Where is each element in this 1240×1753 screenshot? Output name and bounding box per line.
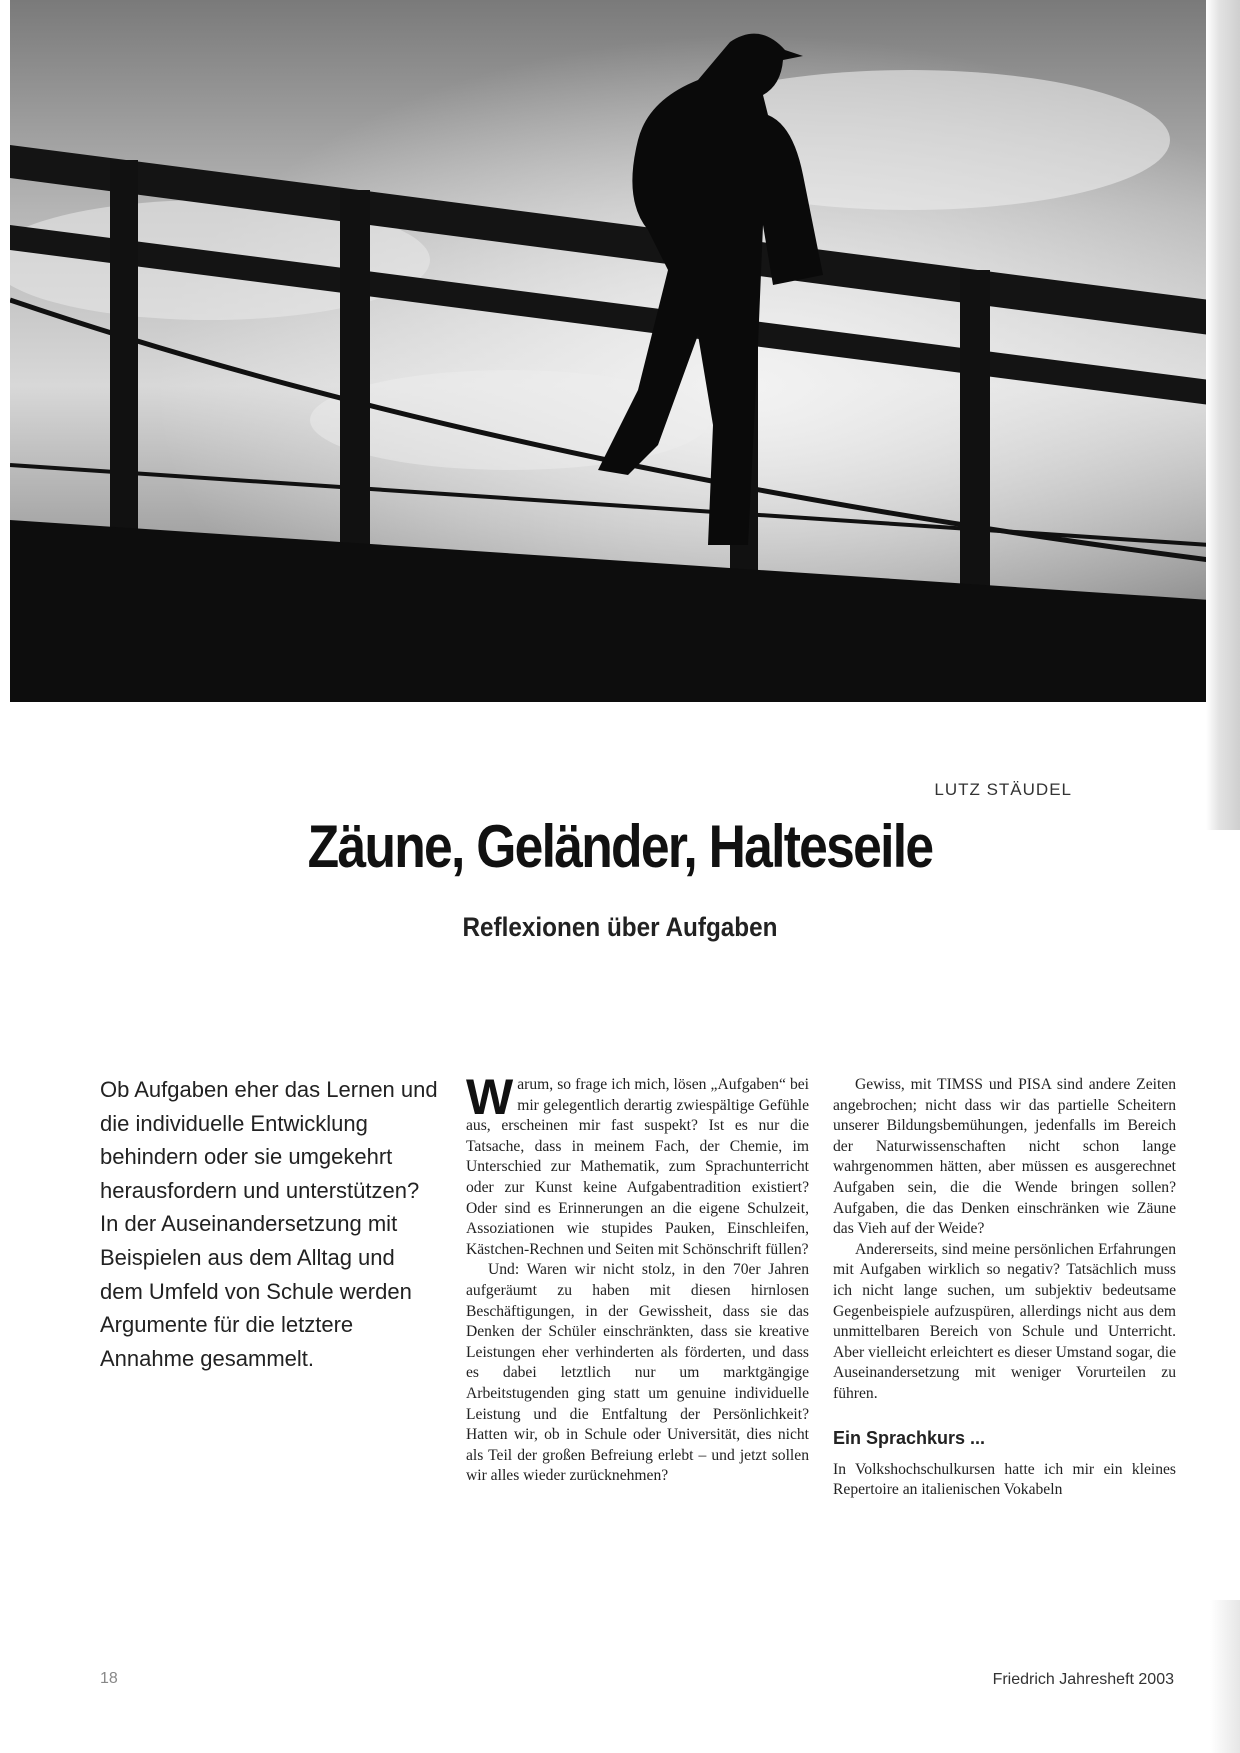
paragraph: Gewiss, mit TIMSS und PISA sind andere Zeiten angebrochen; nicht dass wir das partielle Scheitern unserer Bildungsbemühungen, jedenfalls im Bereich der Naturwissenschaften nicht schon lange wahrgenommen hätten, aber müssen es ausgerechnet Aufgaben sein, die die Wende bringen sollen? Aufgaben, die das Denken einschränken wie Zäune das Vieh auf der Weide? [833,1076,1176,1238]
article-subtitle: Reflexionen über Aufgaben [462,912,778,942]
intro-lead-text: Ob Aufgaben eher das Lernen und die individuelle Entwicklung behindern oder sie umgekehrt herausfordern und unterstützen? In der Auseinandersetzung mit Beispielen aus dem Alltag und dem Umfeld von Schule werden Argumente für die letztere Annahme gesammelt. [100,1077,438,1371]
page-edge-shadow [1206,0,1240,830]
body-column-2 [466,1069,809,1487]
paragraph: Und: Waren wir nicht stolz, in den 70er Jahren aufgeräumt zu haben mit diesen hirnlosen Beschäftigungen, in der Gewissheit, dass sie das Denken der Schüler einschränkten, dass sie kreative Leistungen eher verhinderten als förderten, und dass es dabei letztlich nur um marktgängige Arbeitstugenden ging statt um genuine individuelle Leistung und die Entfaltung der Persönlichkeit? Hatten wir, ob in Schule oder Universität, dies nicht als Teil der großen Befreiung erlebt – und jetzt sollen wir alles wieder zurücknehmen? [466,1261,809,1485]
publication-footer: Friedrich Jahresheft 2003 [992,1671,1174,1688]
paragraph: Andererseits, sind meine persönlichen Erfahrungen mit Aufgaben wirklich so negativ? Tatsächlich muss ich nicht lange suchen, um subjektiv bedeutsame Gegenbeispiele aufzuspüren, allerdings nicht aus dem unmittelbaren Bereich von Schule und Unterricht. Aber vielleicht erleichtert es dieser Umstand sogar, die Auseinandersetzung mit weniger Vorurteilen zu führen. [833,1240,1176,1402]
header-photo-hiker-on-bridge [10,0,1210,702]
page-number: 18 [100,1670,118,1687]
article-title: Zäune, Geländer, Halteseile [307,813,933,880]
section-heading: Ein Sprachkurs ... [833,1427,986,1448]
page-edge-shadow-bottom [1210,1600,1240,1753]
author-name: LUTZ STÄUDEL [934,780,1072,799]
paragraph-text: arum, so frage ich mich, lösen „Aufgaben“ bei mir gelegentlich derartig zwiespältige Gefühle aus, erscheinen mir fast suspekt? Ist es nur die Tatsache, dass in meinem Fach, der Chemie, im Unterschied zur Mathematik, zum Sprachunterricht oder zur Kunst keine Aufgabentradition existiert? Oder sind es Erinnerungen an die eigene Schulzeit, Assoziationen wie stupides Pauken, Einschleifen, Kästchen-Rechnen und Seiten mit Schönschrift füllen? [466,1076,809,1258]
paragraph: In Volkshochschulkursen hatte ich mir ein kleines Repertoire an italienischen Vokabeln [833,1460,1176,1499]
drop-cap: W [466,1069,514,1125]
body-column-3 [833,1075,1176,1501]
photo-silhouette [10,0,1210,702]
paragraph [466,1069,809,1260]
